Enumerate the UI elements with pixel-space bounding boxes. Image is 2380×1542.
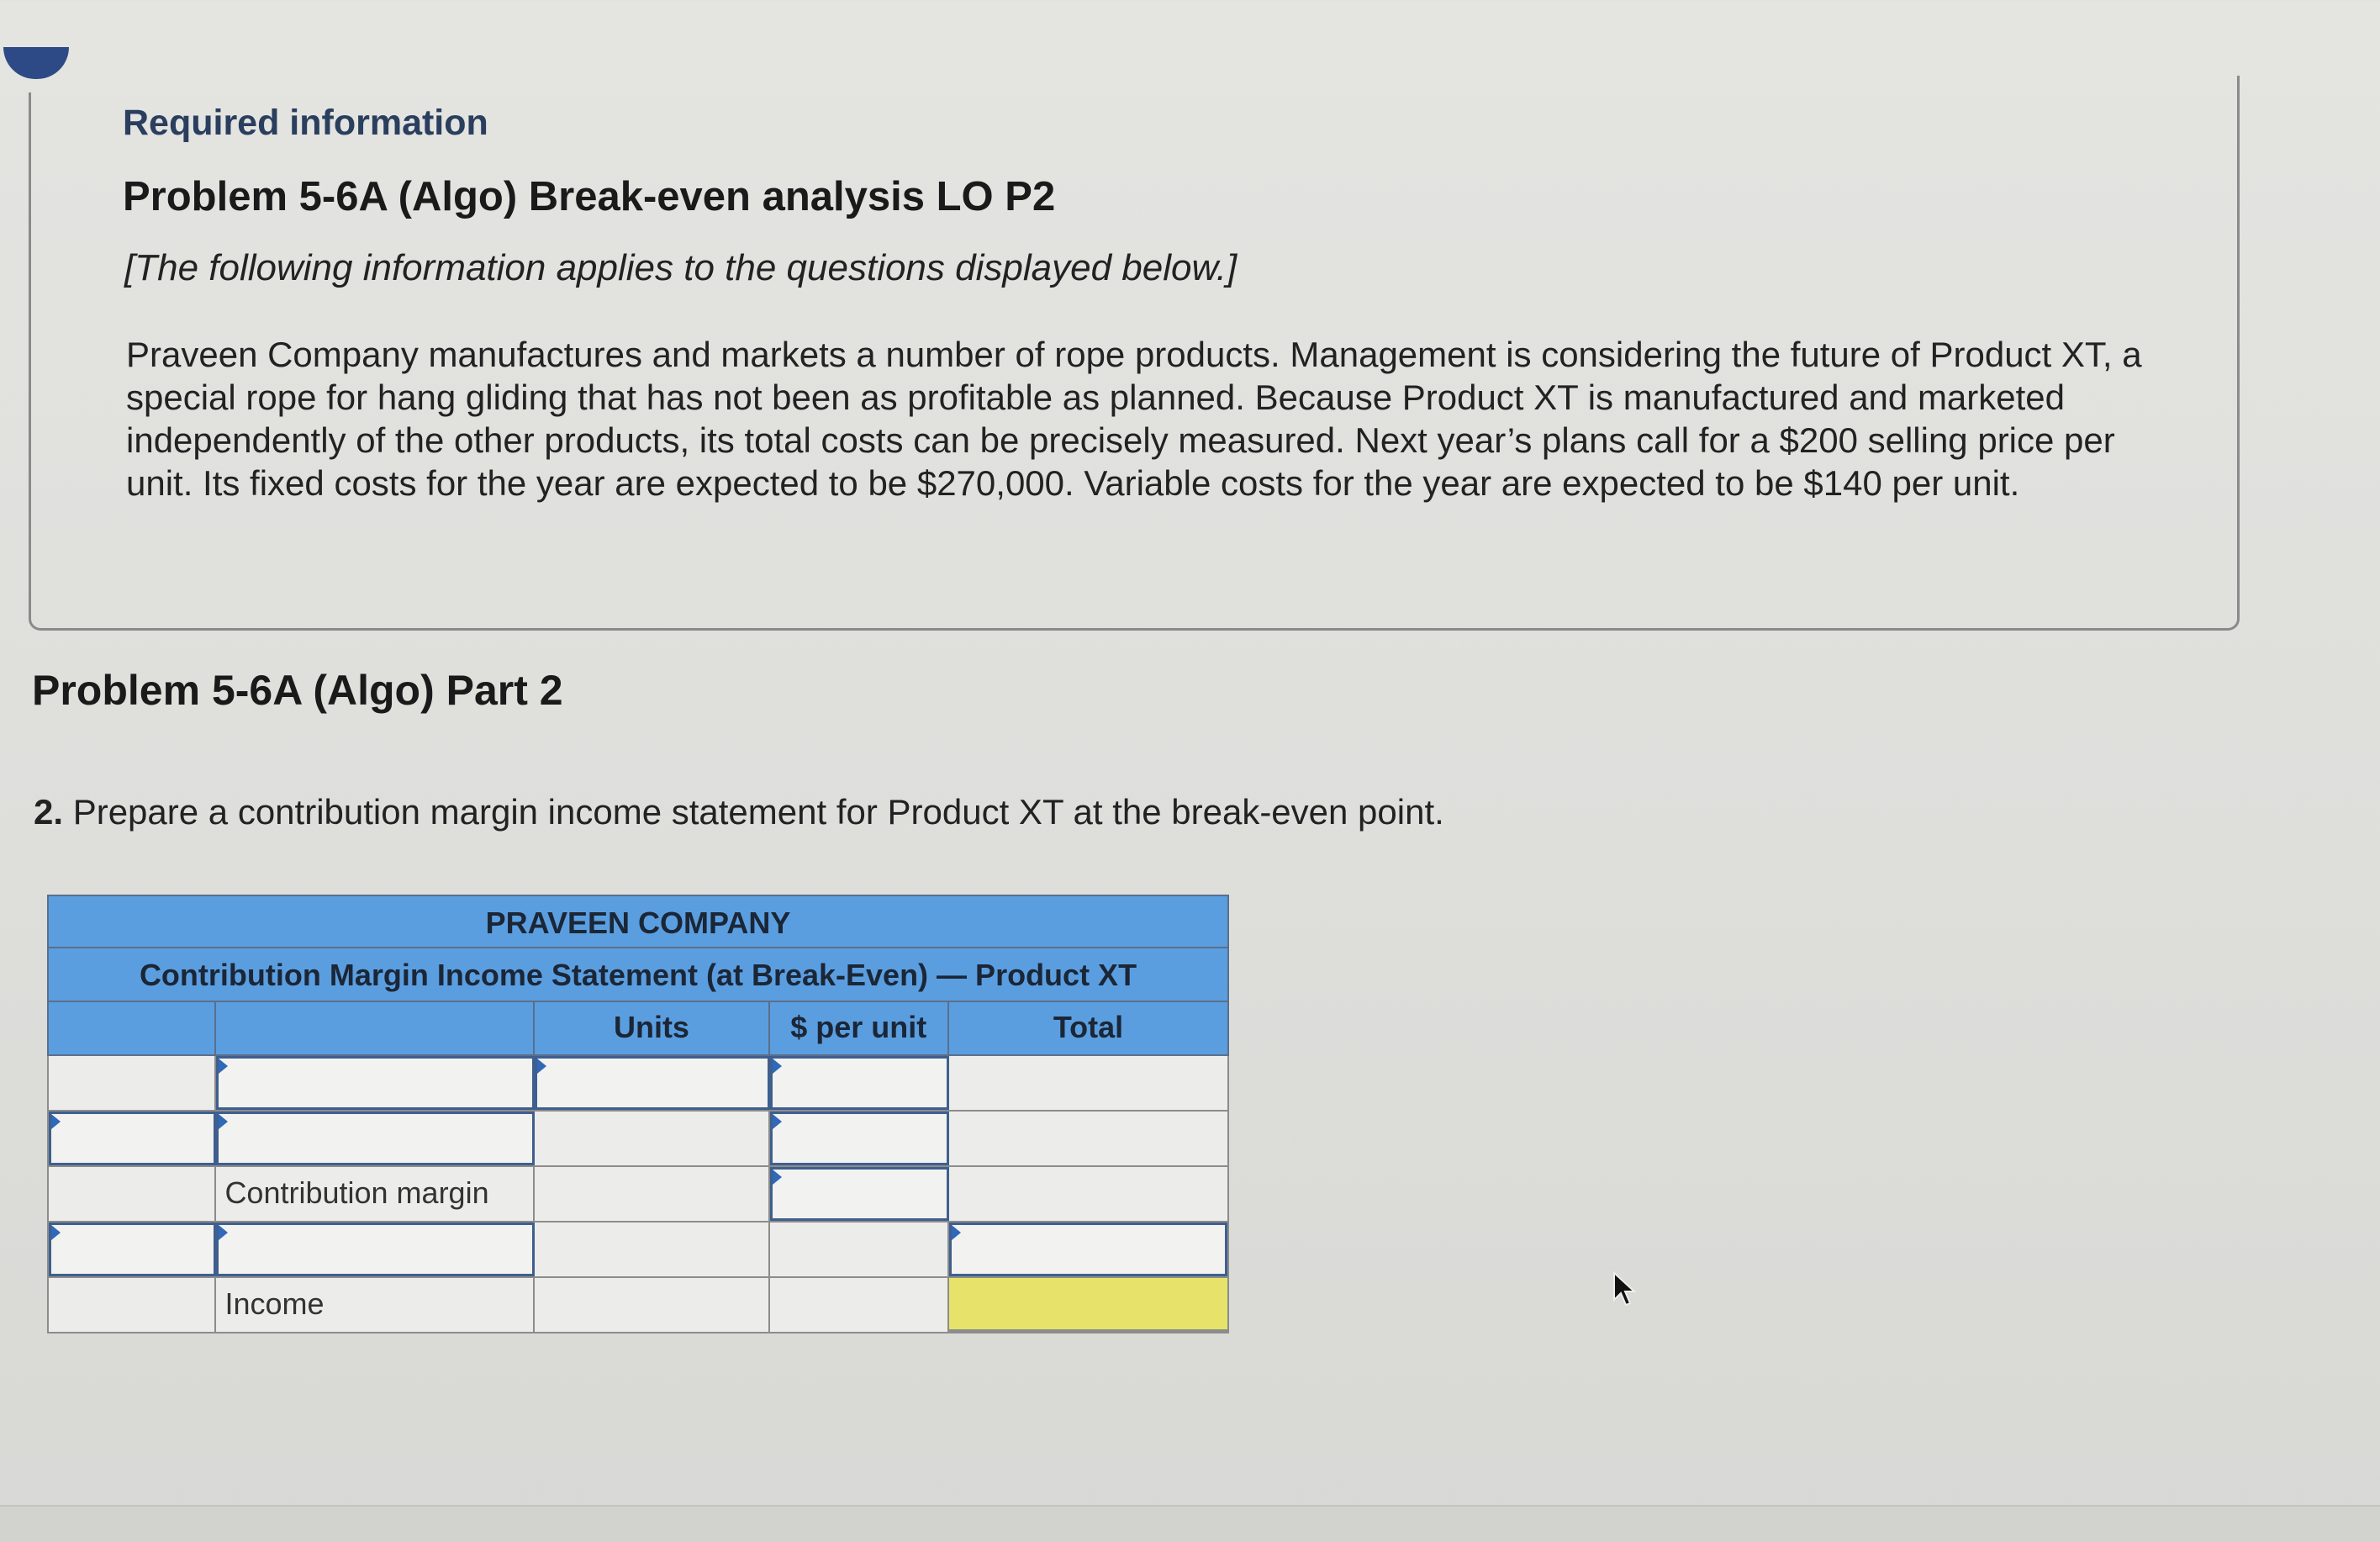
table-row [47, 1223, 1229, 1278]
row1-blank-cell [49, 1056, 216, 1110]
corner-badge-icon [3, 47, 69, 79]
row1-total-cell [949, 1056, 1227, 1110]
info-note: [The following information applies to the questions displayed below.] [124, 247, 1237, 288]
income-total-cell [949, 1278, 1227, 1332]
row2-per-unit-input[interactable] [770, 1112, 949, 1165]
row2-total-cell [949, 1112, 1227, 1165]
row2-label-dropdown[interactable] [216, 1112, 535, 1165]
column-header-row [47, 1002, 1229, 1056]
table-row [47, 1112, 1229, 1167]
row4-label-dropdown[interactable] [216, 1223, 535, 1276]
column-header-blank-1 [49, 1002, 216, 1054]
column-header-blank-2 [216, 1002, 535, 1054]
row4-sign-dropdown[interactable] [49, 1223, 216, 1276]
column-header-total: Total [1053, 1010, 1124, 1044]
row2-sign-dropdown[interactable] [49, 1112, 216, 1165]
contribution-margin-label: Contribution margin [216, 1167, 535, 1221]
statement-company-name: PRAVEEN COMPANY [47, 895, 1229, 948]
problem-title: Problem 5-6A (Algo) Break-even analysis LO P2 [123, 174, 1056, 219]
row5-blank-cell [49, 1278, 216, 1332]
table-row [47, 1167, 1229, 1223]
row5-units-cell [535, 1278, 769, 1332]
row5-per-unit-cell [770, 1278, 949, 1332]
income-label: Income [216, 1278, 535, 1332]
column-header-units: Units [535, 1002, 769, 1054]
column-header-per-unit: $ per unit [770, 1002, 949, 1054]
question-number: 2. [34, 792, 64, 832]
row1-label-dropdown[interactable] [216, 1056, 535, 1110]
statement-subtitle: Contribution Margin Income Statement (at Break-Even) — Product XT [47, 948, 1229, 1002]
row3-units-cell [535, 1167, 769, 1221]
required-info-label: Required information [123, 103, 488, 143]
row4-units-cell [535, 1223, 769, 1276]
table-row [47, 1278, 1229, 1333]
row1-per-unit-input[interactable] [770, 1056, 949, 1110]
row3-per-unit-input[interactable] [770, 1167, 949, 1221]
row4-per-unit-cell [770, 1223, 949, 1276]
income-statement-table [47, 895, 1229, 1333]
part-title: Problem 5-6A (Algo) Part 2 [32, 667, 563, 714]
row3-blank-cell [49, 1167, 216, 1221]
question-text: Prepare a contribution margin income statement for Product XT at the break-even point. [72, 792, 1444, 832]
row3-total-cell [949, 1167, 1227, 1221]
table-row [47, 1056, 1229, 1112]
bottom-edge [0, 1505, 2380, 1542]
question-prompt [34, 792, 1444, 832]
row4-total-input[interactable] [949, 1223, 1227, 1276]
row1-units-input[interactable] [535, 1056, 769, 1110]
problem-description: Praveen Company manufactures and markets a number of rope products. Management is considering the future of Product XT, a special rope for hang gliding that has not been as profitable as planned. Because Product XT is manufactured and marketed independently of the other products, its total costs can be precisely measured. Next year’s plans call for a $200 selling price per unit. Its fixed costs for the year are expected to be $270,000. Variable costs for the year are expected to be $140 per unit. [126, 335, 2142, 503]
row2-units-cell [535, 1112, 769, 1165]
